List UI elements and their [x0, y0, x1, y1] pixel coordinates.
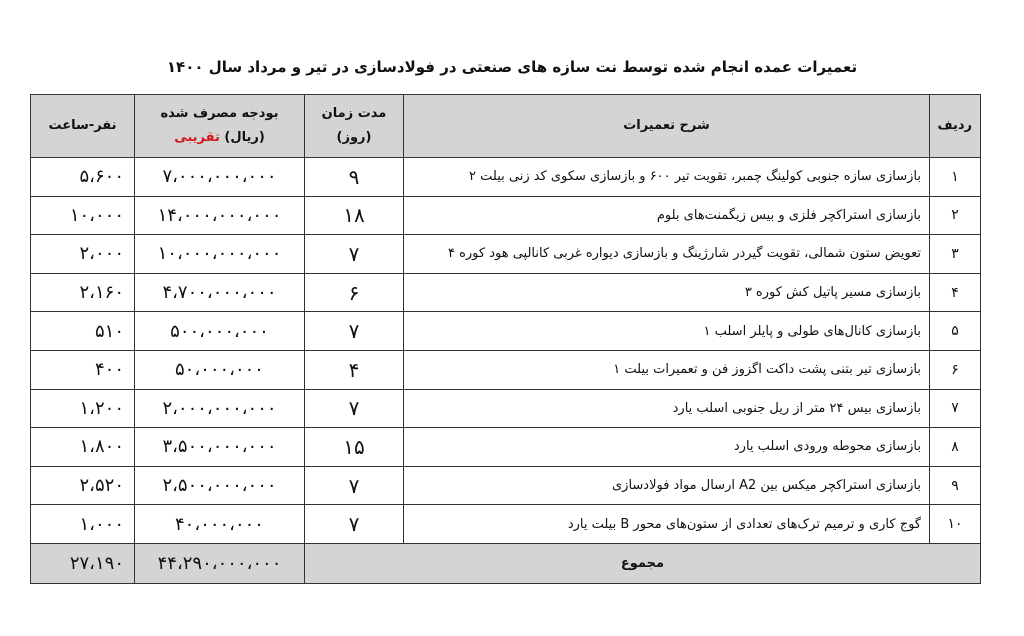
row-description: بازسازی بیس ۲۴ متر از ریل جنوبی اسلب یارد — [404, 389, 930, 428]
table-row — [31, 505, 981, 544]
row-manhours: ۲،۱۶۰ — [31, 273, 135, 312]
header-budget-approx: تقریبی — [174, 130, 220, 145]
header-duration-line2: (روز) — [336, 130, 372, 145]
row-index: ۱ — [930, 158, 981, 197]
row-budget: ۵۰،۰۰۰،۰۰۰ — [135, 350, 305, 389]
row-manhours: ۱،۲۰۰ — [31, 389, 135, 428]
row-budget: ۲،۰۰۰،۰۰۰،۰۰۰ — [135, 389, 305, 428]
header-index: ردیف — [930, 95, 981, 158]
row-duration: ۷ — [305, 505, 404, 544]
row-index: ۸ — [930, 428, 981, 467]
row-budget: ۱۰،۰۰۰،۰۰۰،۰۰۰ — [135, 235, 305, 274]
row-index: ۹ — [930, 466, 981, 505]
row-index: ۴ — [930, 273, 981, 312]
header-manhours: نفر-ساعت — [31, 95, 135, 158]
row-duration: ۷ — [305, 466, 404, 505]
row-manhours: ۵،۶۰۰ — [31, 158, 135, 197]
row-index: ۵ — [930, 312, 981, 351]
table-row — [31, 389, 981, 428]
row-manhours: ۵۱۰ — [31, 312, 135, 351]
row-description: بازسازی استراکچر میکس بین A2 ارسال مواد فولادسازی — [404, 466, 930, 505]
row-index: ۳ — [930, 235, 981, 274]
table-row — [31, 158, 981, 197]
row-description: بازسازی استراکچر فلزی و بیس زیگمنت‌های بلوم — [404, 196, 930, 235]
row-budget: ۷،۰۰۰،۰۰۰،۰۰۰ — [135, 158, 305, 197]
row-manhours: ۱۰،۰۰۰ — [31, 196, 135, 235]
table-header-row — [31, 95, 981, 158]
table-row — [31, 428, 981, 467]
table-row — [31, 466, 981, 505]
row-budget: ۲،۵۰۰،۰۰۰،۰۰۰ — [135, 466, 305, 505]
row-duration: ۱۵ — [305, 428, 404, 467]
row-budget: ۵۰۰،۰۰۰،۰۰۰ — [135, 312, 305, 351]
row-description: بازسازی تیر بتنی پشت داکت اگزوز فن و تعمیرات بیلت ۱ — [404, 350, 930, 389]
row-description: گوج کاری و ترمیم ترک‌های تعدادی از ستون‌های محور B بیلت یارد — [404, 505, 930, 544]
row-index: ۷ — [930, 389, 981, 428]
row-duration: ۴ — [305, 350, 404, 389]
row-duration: ۶ — [305, 273, 404, 312]
row-duration: ۷ — [305, 312, 404, 351]
page-title: تعمیرات عمده انجام شده توسط نت سازه های صنعتی در فولادسازی در تیر و مرداد سال ۱۴۰۰ — [166, 58, 858, 76]
total-row — [31, 544, 981, 584]
header-budget — [135, 95, 305, 158]
row-budget: ۱۴،۰۰۰،۰۰۰،۰۰۰ — [135, 196, 305, 235]
row-duration: ۷ — [305, 235, 404, 274]
row-manhours: ۴۰۰ — [31, 350, 135, 389]
total-label: مجموع — [305, 544, 981, 584]
row-description: بازسازی سازه جنوبی کولینگ چمبر، تقویت تیر ۶۰۰ و بازسازی سکوی کد زنی بیلت ۲ — [404, 158, 930, 197]
row-manhours: ۲،۵۲۰ — [31, 466, 135, 505]
header-duration — [305, 95, 404, 158]
row-budget: ۴۰،۰۰۰،۰۰۰ — [135, 505, 305, 544]
header-budget-line2 — [143, 126, 296, 150]
header-budget-line1: بودجه مصرف شده — [160, 106, 279, 121]
header-description: شرح تعمیرات — [404, 95, 930, 158]
header-duration-line1: مدت زمان — [321, 106, 387, 121]
row-duration: ۱۸ — [305, 196, 404, 235]
row-duration: ۹ — [305, 158, 404, 197]
table-row — [31, 312, 981, 351]
row-index: ۱۰ — [930, 505, 981, 544]
row-manhours: ۱،۸۰۰ — [31, 428, 135, 467]
row-index: ۲ — [930, 196, 981, 235]
table-row — [31, 196, 981, 235]
row-budget: ۳،۵۰۰،۰۰۰،۰۰۰ — [135, 428, 305, 467]
row-index: ۶ — [930, 350, 981, 389]
row-budget: ۴،۷۰۰،۰۰۰،۰۰۰ — [135, 273, 305, 312]
repairs-table — [30, 94, 981, 584]
total-manhours: ۲۷،۱۹۰ — [31, 544, 135, 584]
row-duration: ۷ — [305, 389, 404, 428]
row-description: بازسازی مسیر پاتیل کش کوره ۳ — [404, 273, 930, 312]
table-row — [31, 350, 981, 389]
table-row — [31, 235, 981, 274]
header-budget-unit: (ریال) — [219, 130, 265, 145]
row-description: تعویض ستون شمالی، تقویت گیردر شارژینگ و بازسازی دیواره غربی کانالپی هود کوره ۴ — [404, 235, 930, 274]
row-description: بازسازی کانال‌های طولی و پایلر اسلب ۱ — [404, 312, 930, 351]
row-description: بازسازی محوطه ورودی اسلب یارد — [404, 428, 930, 467]
row-manhours: ۲،۰۰۰ — [31, 235, 135, 274]
table-row — [31, 273, 981, 312]
table-body — [31, 158, 981, 544]
row-manhours: ۱،۰۰۰ — [31, 505, 135, 544]
total-budget: ۴۴،۲۹۰،۰۰۰،۰۰۰ — [135, 544, 305, 584]
